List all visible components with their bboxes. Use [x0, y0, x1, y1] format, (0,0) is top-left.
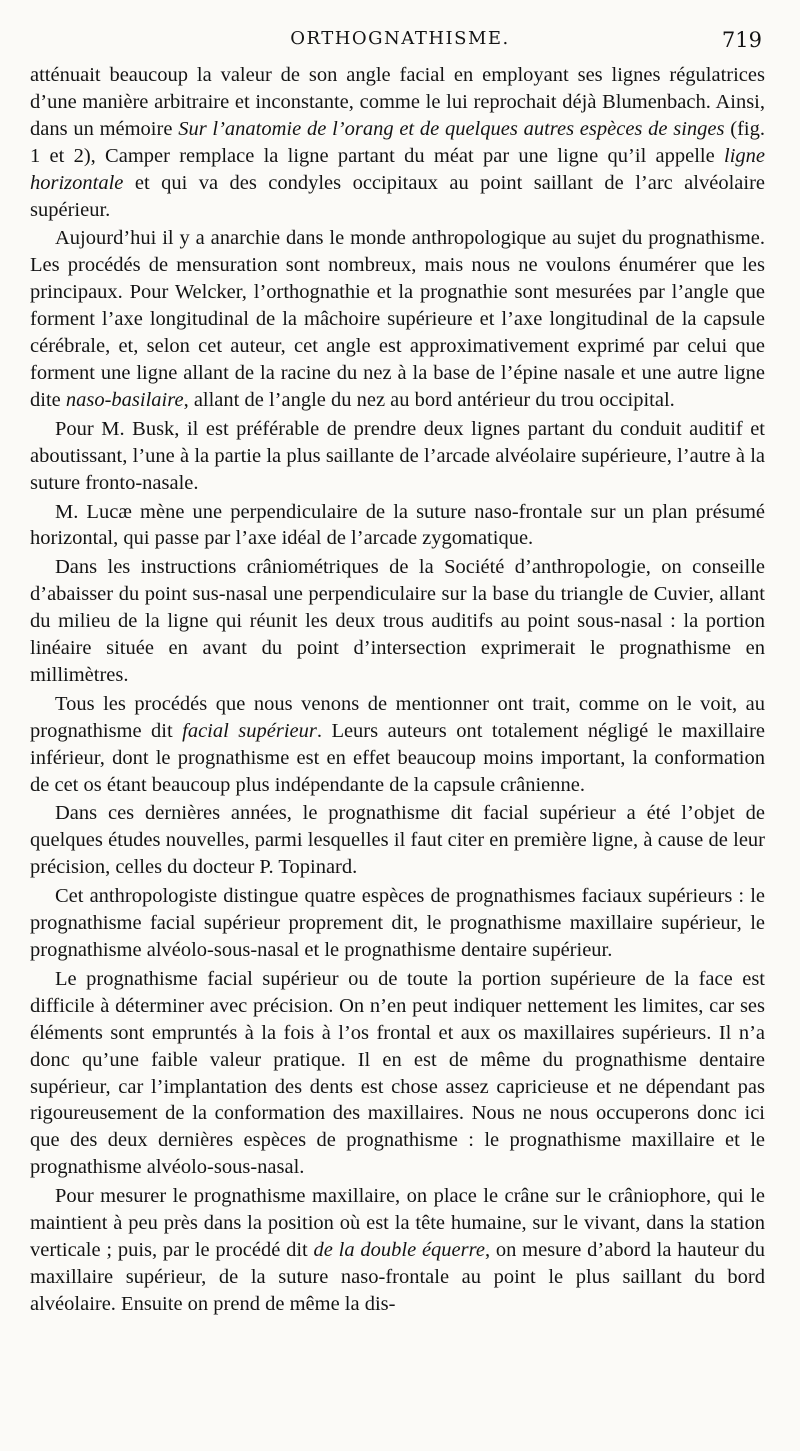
page-header [0, 28, 800, 58]
paragraph [30, 966, 765, 1181]
paragraph [30, 416, 765, 497]
text-run: (fig. 1 et 2), Camper remplace la ligne partant du méat par une ligne qu’il appelle [30, 117, 765, 167]
text-run: Pour mesurer le prognathisme maxillaire, on place le crâne sur le crâniophore, qui le maintient à peu près dans la position où est la tête humaine, sur le vivant, dans la station verticale ; puis, par le procédé dit [30, 1185, 765, 1261]
paragraph [30, 225, 765, 413]
paragraph [30, 62, 765, 223]
text-run: Dans les instructions crâniométriques de la Société d’anthropologie, on conseille d’abaisser du point sus-nasal une perpendiculaire sur la base du triangle de Cuvier, allant du milieu de la ligne qui réunit les deux trous auditifs au point sous-nasal : la portion linéaire située en avant du point d’intersection exprimerait le prognathisme en millimètres. [30, 556, 765, 686]
text-run: Dans ces dernières années, le prognathisme dit facial supérieur a été l’objet de quelques études nouvelles, parmi lesquelles il faut citer en première ligne, à cause de leur précision, celles du docteur P. Topinard. [30, 802, 765, 879]
italic-text: facial supérieur [182, 719, 317, 742]
text-run: atténuait beaucoup la valeur de son angle facial en employant ses lignes régulatrices d’une manière arbitraire et inconstante, comme le lui reprochait déjà Blumenbach. Ainsi, dans un mémoire [30, 64, 765, 140]
text-run: Cet anthropologiste distingue quatre espèces de prognathismes faciaux supérieurs : le prognathisme facial supérieur proprement dit, le prognathisme maxillaire supérieur, le prognathisme alvéolo-sous-nasal et le prognathisme dentaire supérieur. [30, 885, 765, 961]
text-run: . Leurs auteurs ont totalement négligé le maxillaire inférieur, dont le prognathisme est en effet beaucoup moins important, la conformation de cet os étant beaucoup plus indépendante de la capsule crânienne. [30, 719, 765, 796]
text-run: et qui va des condyles occipitaux au point saillant de l’arc alvéolaire supérieur. [30, 171, 765, 221]
page-number: 719 [721, 28, 762, 52]
paragraph [30, 1183, 765, 1318]
paragraph [30, 691, 765, 799]
text-run: Tous les procédés que nous venons de mentionner ont trait, comme on le voit, au prognathisme dit [30, 692, 765, 742]
paragraph [30, 554, 765, 689]
body-text [30, 62, 765, 1318]
paragraph [30, 883, 765, 964]
paragraph [30, 499, 765, 553]
italic-text: Sur l’anatomie de l’orang et de quelques autres espèces de singes [178, 117, 725, 140]
running-title: ORTHOGNATHISME. [290, 28, 510, 49]
text-run: Pour M. Busk, il est préférable de prendre deux lignes partant du conduit auditif et aboutissant, l’une à la partie la plus saillante de l’arcade alvéolaire supérieure, l’autre à la suture fronto-nasale. [30, 417, 765, 494]
italic-text: ligne horizontale [30, 144, 765, 194]
text-run: Aujourd’hui il y a anarchie dans le monde anthropologique au sujet du prognathisme. Les procédés de mensuration sont nombreux, mais nous ne voulons énumérer que les principaux. Pour Welcker, l’orthognathie et la prognathie sont mesurées par l’angle que forment l’axe longitudinal de la mâchoire supérieure et l’axe longitudinal de la capsule cérébrale, et, selon cet auteur, cet angle est approximativement exprimé par celui que forment une ligne allant de la racine du nez à la base de l’épine nasale et une autre ligne dite [30, 227, 765, 411]
text-run: , on mesure d’abord la hauteur du maxillaire supérieur, de la suture naso-frontale au point le plus saillant du bord alvéolaire. Ensuite on prend de même la dis- [30, 1238, 765, 1315]
text-run: Le prognathisme facial supérieur ou de toute la portion supérieure de la face est difficile à déterminer avec précision. On n’en peut indiquer nettement les limites, car ses éléments sont empruntés à la fois à l’os frontal et aux os maxillaires supérieurs. Il n’a donc qu’une faible valeur pratique. Il en est de même du prognathisme dentaire supérieur, car l’implantation des dents est chose assez capricieuse et ne dépendant pas rigoureusement de la conformation des maxillaires. Nous ne nous occuperons donc ici que des deux dernières espèces de prognathisme : le prognathisme maxillaire et le prognathisme alvéolo-sous-nasal. [30, 967, 765, 1179]
text-run: M. Lucæ mène une perpendiculaire de la suture naso-frontale sur un plan présumé horizontal, qui passe par l’axe idéal de l’arcade zygomatique. [30, 500, 765, 550]
italic-text: de la double équerre [313, 1238, 485, 1261]
paragraph [30, 800, 765, 881]
italic-text: naso-basilaire [65, 388, 184, 411]
text-run: , allant de l’angle du nez au bord antérieur du trou occipital. [183, 388, 675, 411]
